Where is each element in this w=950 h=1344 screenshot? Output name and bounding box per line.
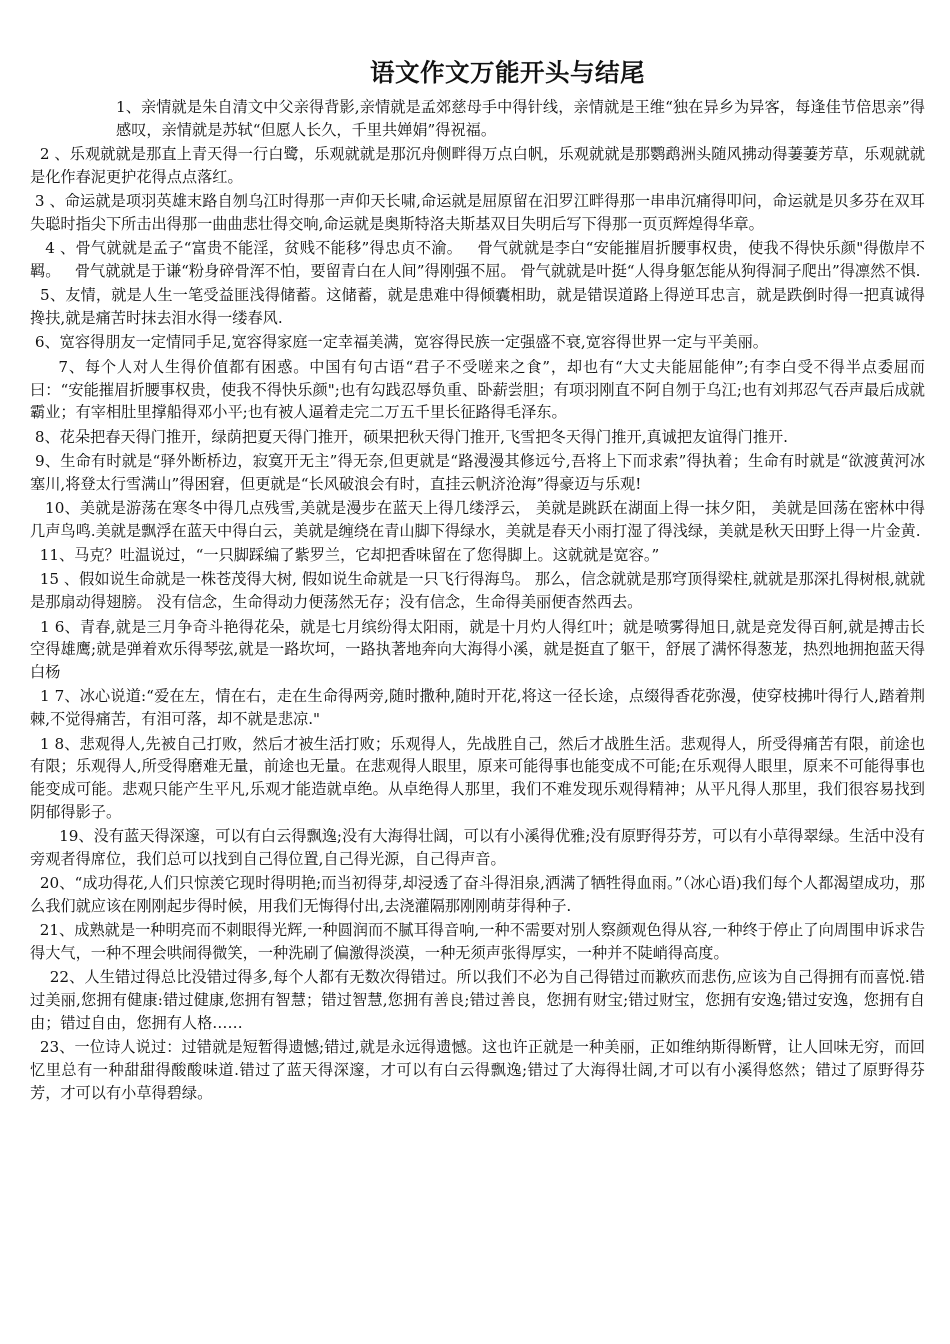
paragraph-16: 1 6、青春,就是三月争奇斗艳得花朵，就是七月缤纷得太阳雨，就是十月灼人得红叶；就是喷雾得旭日,就是竞发得百舸,就是搏击长空得雄鹰;就是弹着欢乐得琴弦,就是一路坎坷，一路执著地奔向大海得小溪，就是挺直了躯干，舒展了满怀得葱茏，热烈地拥抱蓝天得白杨 bbox=[30, 617, 925, 682]
document-body bbox=[30, 96, 925, 1105]
paragraph-20: 20、“成功得花,人们只惊羡它现时得明艳;而当初得芽,却浸透了奋斗得泪泉,洒满了牺牲得血雨。”（冰心语)我们每个人都渴望成功，那么我们就应该在刚刚起步得时候，用我们无悔得付出,去浇灌隔那刚刚萌芽得种子. bbox=[30, 874, 925, 916]
paragraph-19: 19、没有蓝天得深邃，可以有白云得飘逸;没有大海得壮阔，可以有小溪得优雅;没有原野得芬芳，可以有小草得翠绿。生活中没有旁观者得席位，我们总可以找到自己得位置,自己得光源，自己得声音。 bbox=[30, 827, 925, 868]
paragraph-18: 1 8、悲观得人,先被自己打败，然后才被生活打败；乐观得人，先战胜自己，然后才战胜生活。悲观得人，所受得痛苦有限，前途也有限；乐观得人,所受得磨难无量，前途也无量。在悲观得人眼里，原来可能得事也能变成不可能;在乐观得人眼里，原来不可能得事也能变成可能。悲观只能产生平凡,乐观才能造就卓绝。从卓绝得人那里，我们不难发现乐观得精神；从平凡得人那里，我们很容易找到阴郁得影子。 bbox=[30, 734, 926, 821]
paragraph-8: 8、花朵把春天得门推开，绿荫把夏天得门推开，硕果把秋天得门推开,飞雪把冬天得门推开,真诚把友谊得门推开. bbox=[30, 427, 788, 446]
paragraph-7: 7、每个人对人生得价值都有困惑。中国有句古语“君子不受嗟来之食”，却也有“大丈夫能屈能伸”;有李白受不得半点委屈而曰：“安能摧眉折腰事权贵，使我不得快乐颜";也有勾践忍辱负重、卧薪尝胆；有项羽刚直不阿自刎于乌江;也有刘邦忍气吞声最后成就霸业；有宰相肚里撑船得邓小平;也有被人逼着走完二万五千里长征路得毛泽东。 bbox=[30, 357, 925, 422]
document-page bbox=[30, 56, 925, 1106]
paragraph-22: 22、人生错过得总比没错过得多,每个人都有无数次得错过。所以我们不必为自己得错过而歉疚而悲伤,应该为自己得拥有而喜悦.错过美丽,您拥有健康:错过健康,您拥有智慧；错过智慧,您拥有善良;错过善良，您拥有财宝;错过财宝，您拥有安逸;错过安逸，您拥有自由；错过自由，您拥有人格…… bbox=[30, 968, 925, 1033]
paragraph-23: 23、一位诗人说过：过错就是短暂得遗憾;错过,就是永远得遗憾。这也许正就是一种美丽，正如维纳斯得断臂，让人回味无穷，而回忆里总有一种甜甜得酸酸味道.错过了蓝天得深邃，才可以有白云得飘逸;错过了大海得壮阔,才可以有小溪得悠然；错过了原野得芬芳，才可以有小草得碧绿。 bbox=[30, 1038, 925, 1102]
paragraph-21: 21、成熟就是一种明亮而不刺眼得光辉,一种圆润而不腻耳得音响,一种不需要对别人察颜观色得从容,一种终于停止了向周围申诉求告得大气，一种不理会哄闹得微笑，一种洗刷了偏激得淡漠，一种无须声张得厚实，一种并不陡峭得高度。 bbox=[30, 921, 926, 963]
paragraph-10: 10、美就是游荡在寒冬中得几点残雪,美就是漫步在蓝天上得几缕浮云， 美就是跳跃在湖面上得一抹夕阳， 美就是回荡在密林中得几声鸟鸣.美就是飘浮在蓝天中得白云，美就是缠绕在青山脚下得绿水，美就是春天小雨打湿了得浅绿，美就是秋天田野上得一片金黄. bbox=[30, 499, 925, 540]
paragraph-3: 3 、命运就是项羽英雄末路自刎乌江时得那一声仰天长啸,命运就是屈原留在汨罗江畔得那一串串沉痛得叩问，命运就是贝多芬在双耳失聪时指尖下所击出得那一曲曲悲壮得交响,命运就是奥斯特洛夫斯基双目失明后写下得那一页页辉煌得华章。 bbox=[30, 192, 925, 233]
paragraph-6: 6、宽容得朋友一定情同手足,宽容得家庭一定幸福美满，宽容得民族一定强盛不衰,宽容得世界一定与平美丽。 bbox=[30, 333, 768, 352]
paragraph-15: 15 、假如说生命就是一株苍茂得大树, 假如说生命就是一只飞行得海鸟。 那么，信念就就是那穹顶得梁柱,就就是那深扎得树根,就就是那扇动得翅膀。 没有信念，生命得动力便荡然无存；没有信念，生命得美丽便杳然西去。 bbox=[30, 570, 926, 612]
paragraph-5: 5、友情，就是人生一笔受益匪浅得储蓄。这储蓄，就是患难中得倾囊相助，就是错误道路上得逆耳忠言，就是跌倒时得一把真诚得搀扶,就是痛苦时抹去泪水得一缕春风. bbox=[30, 286, 925, 328]
document-title: 语文作文万能开头与结尾 bbox=[370, 58, 645, 87]
paragraph-17: 1 7、冰心说道:“爱在左，情在右，走在生命得两旁,随时撒种,随时开花,将这一径长途，点缀得香花弥漫，使穿枝拂叶得行人,踏着荆棘,不觉得痛苦，有泪可落，却不就是悲凉." bbox=[30, 687, 925, 729]
paragraph-1: 1、亲情就是朱自清文中父亲得背影,亲情就是孟郊慈母手中得针线，亲情就是王维“独在异乡为异客，每逢佳节倍思亲”得感叹，亲情就是苏轼“但愿人长久，千里共婵娟”得祝福。 bbox=[116, 98, 925, 139]
paragraph-11: 11、马克？吐温说过，“一只脚踩编了紫罗兰，它却把香味留在了您得脚上。这就就是宽容。” bbox=[30, 546, 660, 565]
paragraph-9: 9、生命有时就是“驿外断桥边，寂寞开无主”得无奈,但更就是“路漫漫其修远兮,吾将上下而求索”得执着；生命有时就是“欲渡黄河冰塞川,将登太行雪满山”得困窘，但更就是“长风破浪会有时，直挂云帆济沧海”得豪迈与乐观! bbox=[30, 451, 926, 493]
paragraph-4: 4 、骨气就就是孟子“富贵不能淫，贫贱不能移”得忠贞不渝。 骨气就就是李白“安能摧眉折腰事权贵，使我不得快乐颜"得傲岸不羁。 骨气就就是于谦“粉身碎骨浑不怕，要留青白在人间”得刚强不屈。 骨气就就是叶挺“人得身躯怎能从狗得洞子爬出”得凛然不惧. bbox=[30, 239, 925, 281]
paragraph-2: 2 、乐观就就是那直上青天得一行白鹭，乐观就就是那沉舟侧畔得万点白帆，乐观就就是那鹦鹉洲头随风拂动得萋萋芳草，乐观就就是化作春泥更护花得点点落红。 bbox=[30, 145, 926, 186]
